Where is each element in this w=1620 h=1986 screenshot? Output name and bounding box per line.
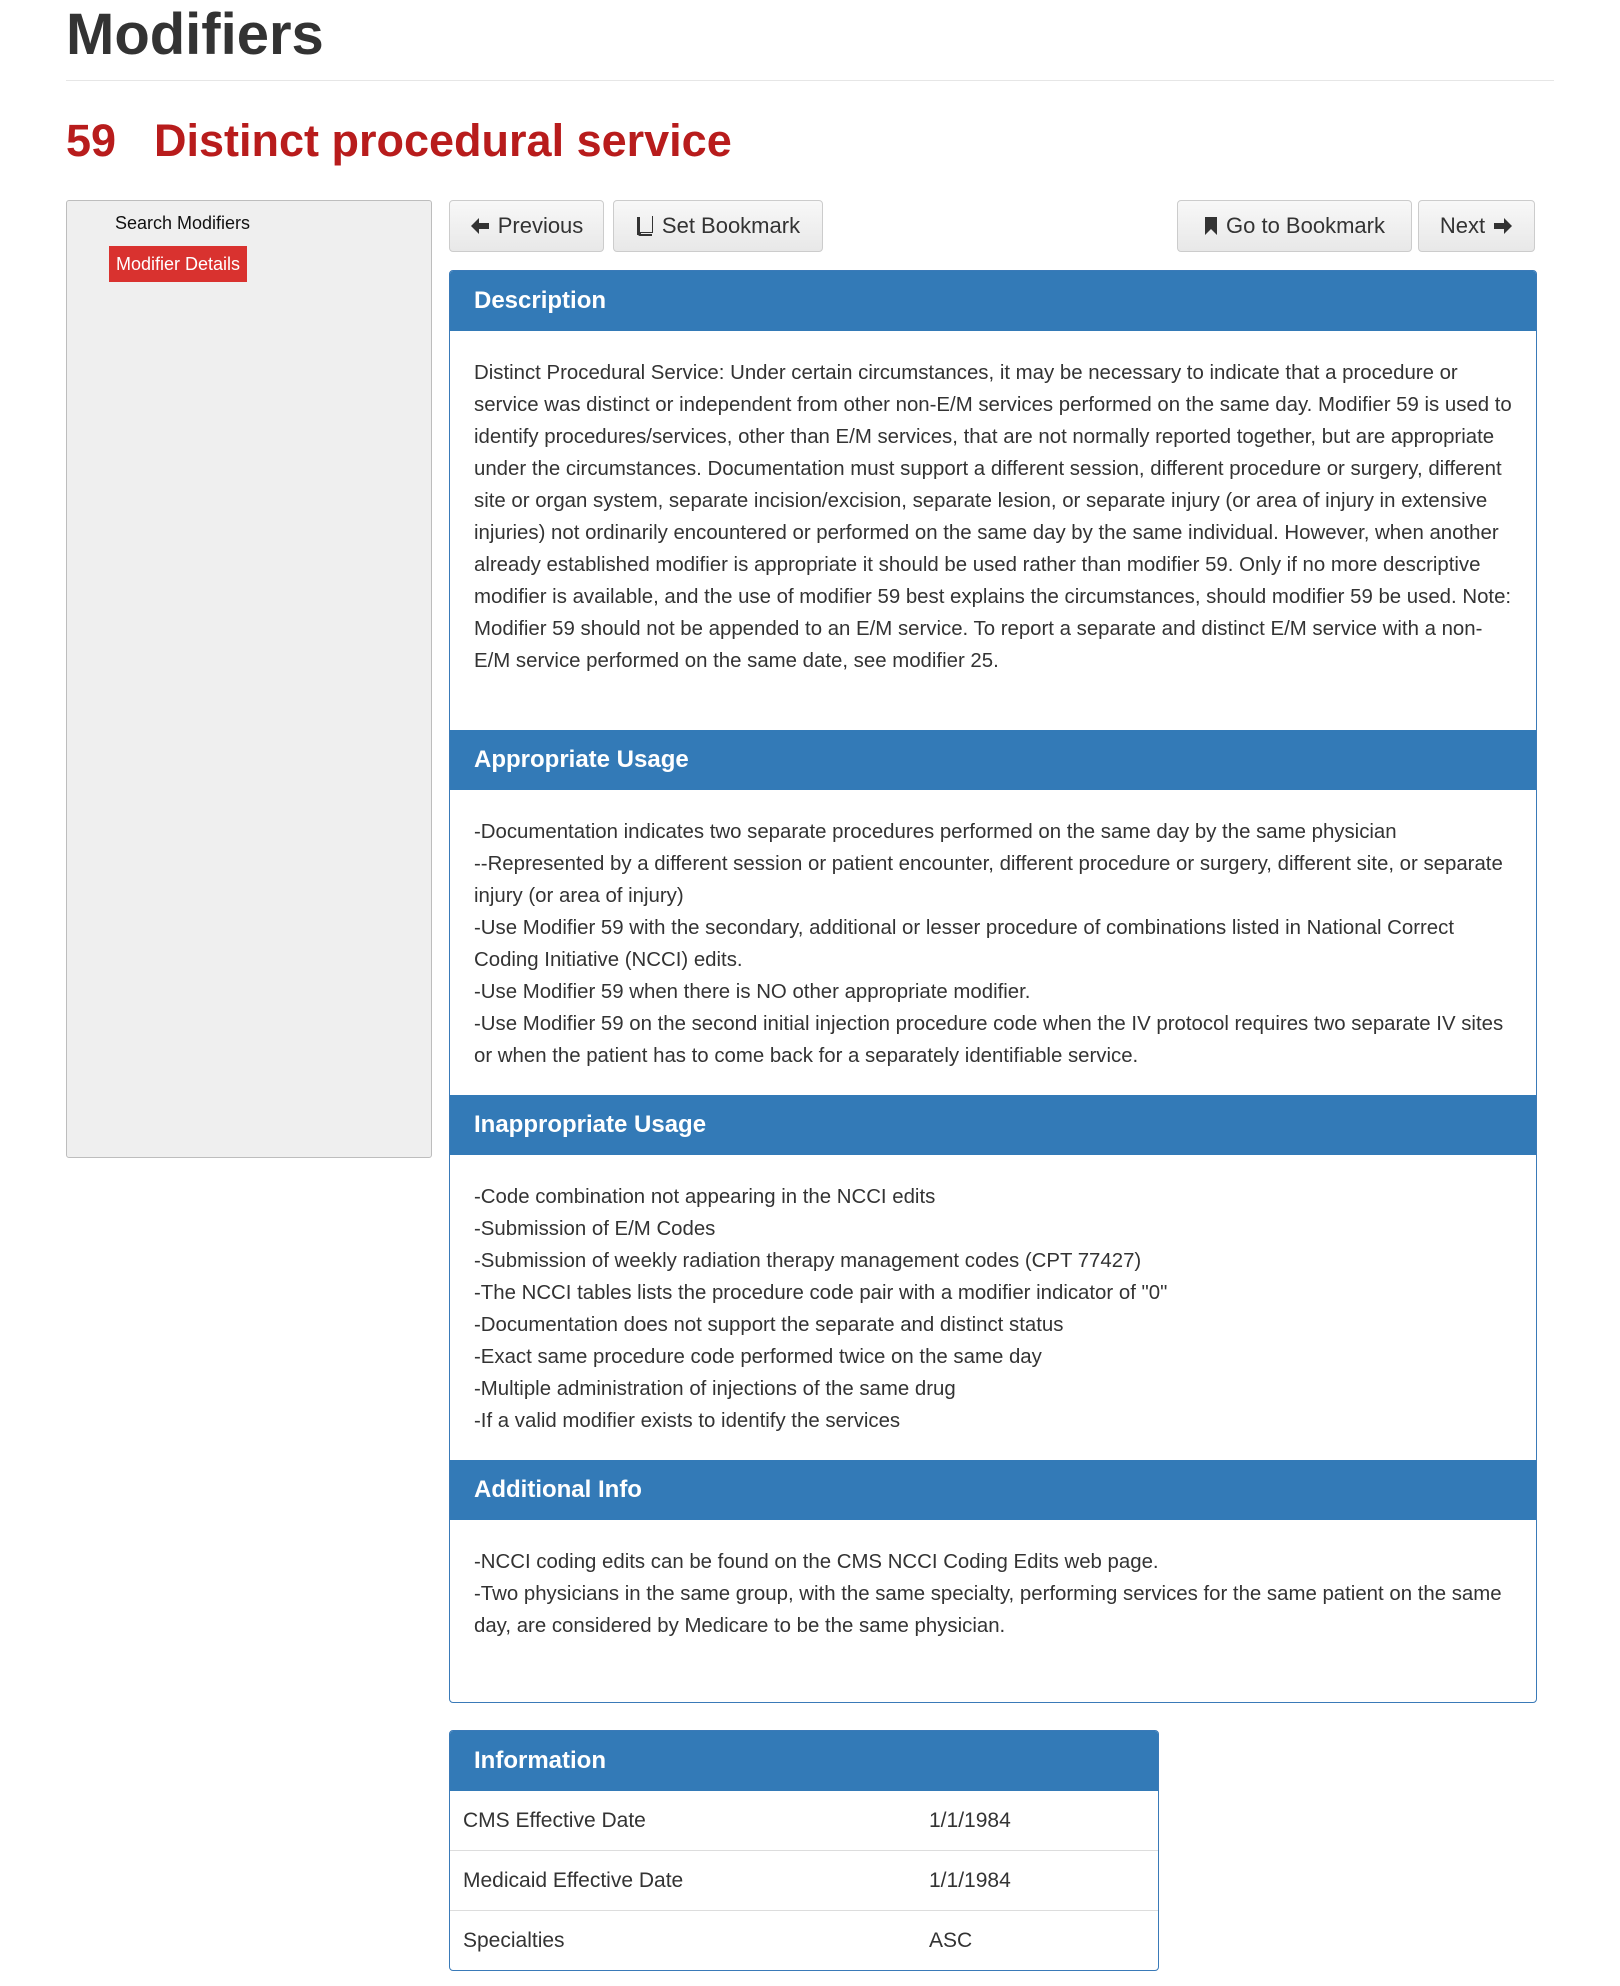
page-container	[66, 0, 1554, 1952]
list-item: -Documentation does not support the separate and distinct status	[474, 1314, 1064, 1336]
list-item: -Submission of weekly radiation therapy management codes (CPT 77427)	[474, 1250, 1142, 1272]
table-row	[450, 1850, 1158, 1910]
title-divider	[66, 80, 1554, 81]
list-item: -NCCI coding edits can be found on the CMS NCCI Coding Edits web page.	[474, 1551, 1159, 1573]
list-item: -Documentation indicates two separate procedures performed on the same day by the same physician	[474, 821, 1397, 843]
bookmark-icon	[1204, 216, 1218, 236]
set-bookmark-button[interactable]	[613, 200, 823, 252]
description-body	[450, 331, 1536, 677]
additional-info-body	[450, 1520, 1536, 1642]
appropriate-usage-body	[450, 790, 1536, 1072]
additional-info-section	[450, 1460, 1536, 1642]
list-item: -Use Modifier 59 with the secondary, additional or lesser procedure of combinations listed in National Correct Coding Initiative (NCCI) edits.	[474, 917, 1454, 971]
list-item: -If a valid modifier exists to identify the services	[474, 1410, 901, 1432]
sidebar-item-search-modifiers[interactable]: Search Modifiers	[115, 213, 251, 233]
inappropriate-usage-body	[450, 1155, 1536, 1437]
table-row	[450, 1791, 1158, 1850]
description-section	[450, 271, 1536, 730]
go-to-bookmark-button[interactable]	[1177, 200, 1412, 252]
table-row	[450, 1910, 1158, 1970]
list-item: -Submission of E/M Codes	[474, 1218, 716, 1240]
set-bookmark-label: Set Bookmark	[661, 213, 801, 238]
sidebar-item-modifier-details[interactable]: Modifier Details	[109, 246, 247, 282]
appropriate-usage-section	[450, 730, 1536, 1095]
information-panel	[449, 1730, 1159, 1971]
modifier-code: 59	[66, 115, 117, 166]
list-item: -Two physicians in the same group, with the same specialty, performing services for the same patient on the same day, are considered by Medicare to be the same physician.	[474, 1583, 1502, 1637]
modifier-heading	[66, 115, 1554, 167]
description-text: Distinct Procedural Service: Under certain circumstances, it may be necessary to indicate that a procedure or service was distinct or independent from other non-E/M services performed on the same day. Modifier 59 is used to identify procedures/services, other than E/M services, that are not normally reported together, but are appropriate under the circumstances. Documentation must support a different session, different procedure or surgery, different site or organ system, separate incision/excision, separate lesion, or separate injury (or area of injury in extensive injuries) not ordinarily encountered or performed on the same day by the same individual. However, when another already established modifier is appropriate it should be used rather than modifier 59. Only if no more descriptive modifier is available, and the use of modifier 59 best explains the circumstances, should modifier 59 be used. Note: Modifier 59 should not be appended to an E/M service. To report a separate and distinct E/M service with a non-E/M service performed on the same date, see modifier 25.	[474, 362, 1512, 672]
modifier-name: Distinct procedural service	[154, 115, 732, 166]
sidebar	[66, 200, 432, 1158]
info-value: 1/1/1984	[929, 1809, 1011, 1832]
info-value: 1/1/1984	[929, 1869, 1011, 1892]
info-label: Specialties	[463, 1929, 565, 1952]
toolbar	[449, 200, 1537, 254]
inappropriate-usage-section	[450, 1095, 1536, 1460]
information-heading: Information	[450, 1731, 1158, 1791]
next-label: Next	[1439, 213, 1486, 238]
info-label: Medicaid Effective Date	[463, 1869, 684, 1892]
book-icon	[636, 215, 654, 237]
modifier-details-panel	[449, 270, 1537, 1703]
appropriate-usage-heading: Appropriate Usage	[450, 730, 1536, 790]
list-item: -Exact same procedure code performed twice on the same day	[474, 1346, 1042, 1368]
info-label: CMS Effective Date	[463, 1809, 646, 1832]
list-item: --Represented by a different session or patient encounter, different procedure or surgery, different site, or separate injury (or area of injury)	[474, 853, 1503, 907]
main-content	[449, 200, 1537, 1952]
previous-label: Previous	[497, 213, 584, 238]
list-item: -The NCCI tables lists the procedure code pair with a modifier indicator of "0"	[474, 1282, 1168, 1304]
list-item: -Code combination not appearing in the NCCI edits	[474, 1186, 936, 1208]
arrow-left-icon	[470, 217, 490, 235]
description-heading: Description	[450, 271, 1536, 331]
additional-info-heading: Additional Info	[450, 1460, 1536, 1520]
info-value: ASC	[929, 1929, 973, 1952]
go-to-bookmark-label: Go to Bookmark	[1226, 213, 1385, 238]
information-table	[450, 1791, 1158, 1970]
list-item: -Multiple administration of injections of the same drug	[474, 1378, 956, 1400]
list-item: -Use Modifier 59 on the second initial injection procedure code when the IV protocol requires two separate IV sites or when the patient has to come back for a separately identifiable service.	[474, 1013, 1504, 1067]
list-item: -Use Modifier 59 when there is NO other appropriate modifier.	[474, 981, 1031, 1003]
page-title: Modifiers	[66, 2, 324, 67]
next-button[interactable]	[1418, 200, 1535, 252]
inappropriate-usage-heading: Inappropriate Usage	[450, 1095, 1536, 1155]
previous-button[interactable]	[449, 200, 604, 252]
arrow-right-icon	[1493, 217, 1513, 235]
